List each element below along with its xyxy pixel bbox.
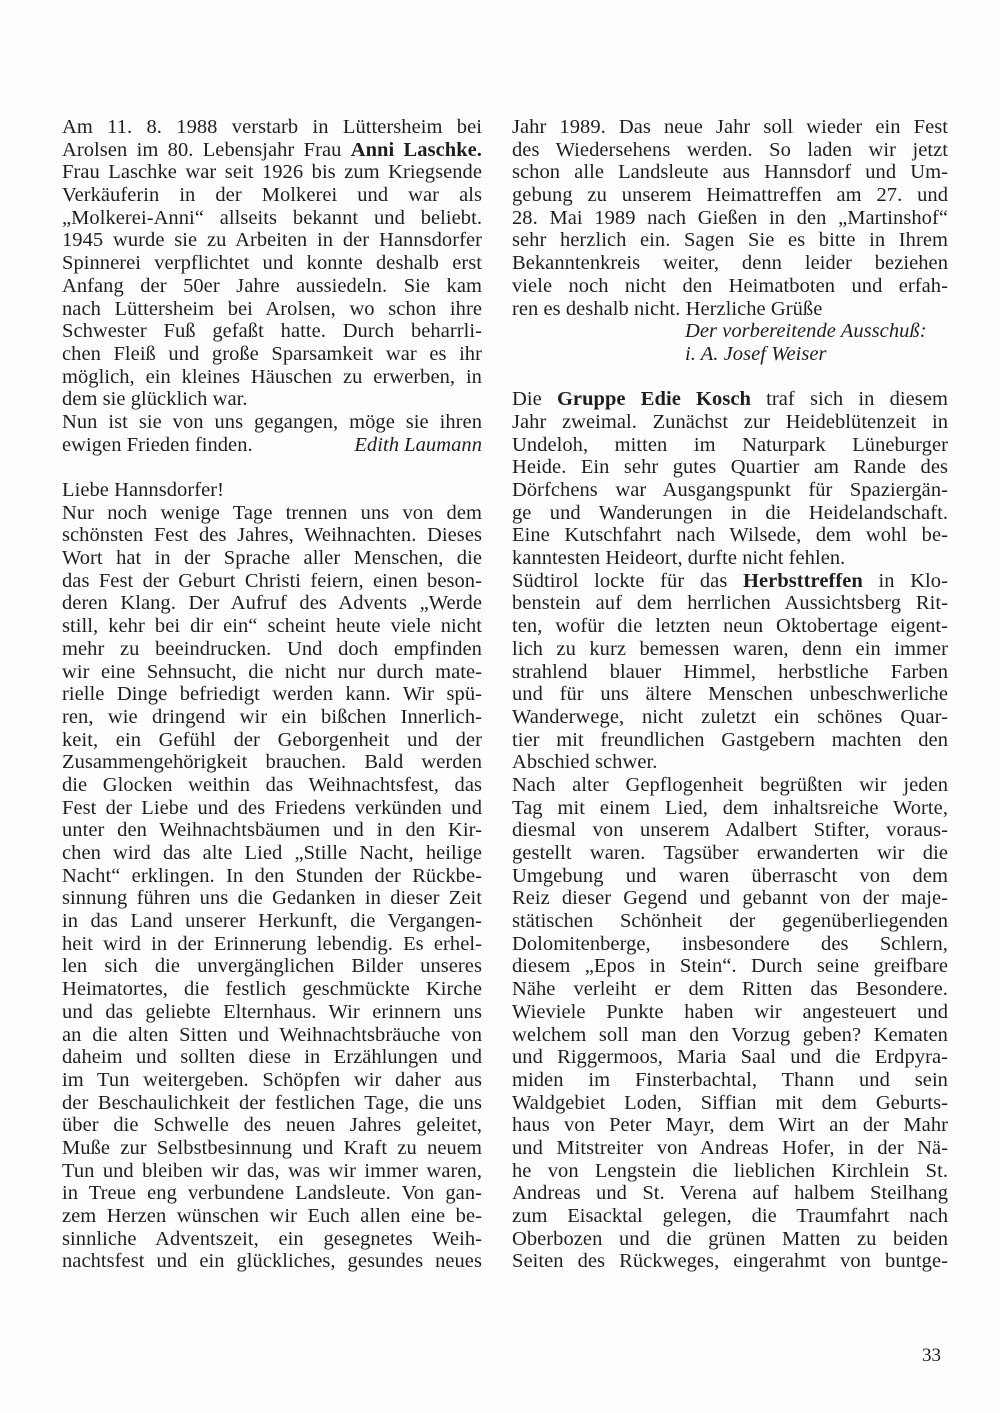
text-line: benstein auf dem herrlichen Aussichtsberg Rit- [512,592,948,615]
text-line: Jahr 1989. Das neue Jahr soll wieder ein Fest [512,116,948,138]
text-line: gebung zu unserem Heimattreffen am 27. und [512,184,948,207]
text-line: ten, wofür die letzten neun Oktobertage eigent- [512,615,948,638]
text-line: Nähe verleiht er dem Ritten das Besondere. [512,978,948,1001]
text-line: der Beschaulichkeit der festlichen Tage, die uns [62,1091,482,1114]
text-line: und Mitstreiter von Andreas Hofer, in der Nä- [512,1136,948,1159]
text-line: Am 11. 8. 1988 verstarb in Lüttersheim bei [62,116,482,138]
text-line: Anfang der 50er Jahre aussiedeln. Sie kam [62,274,482,297]
text-line: Schwester Fuß gefaßt hatte. Durch beharrli- [62,320,482,343]
text-line: Arolsen im 80. Lebensjahr Frau Anni Laschke. [62,138,482,161]
obituary-section [62,116,482,456]
text-line: ren, wie dringend wir ein bißchen Innerlich- [62,705,482,728]
group-report-section [512,388,948,1273]
text-line: ge und Wanderungen in die Heidelandschaft. [512,501,948,524]
text-line: Nacht“ erklingen. In den Stunden der Rückbe- [62,864,482,887]
text-line: Fest der Liebe und des Friedens verkünden und [62,796,482,819]
text-line: he von Lengstein die lieblichen Kirchlein St. [512,1159,948,1182]
text-line: lich zu kurz bemessen waren, denn ein immer [512,637,948,660]
text-line: Wieviele Punkte haben wir angesteuert und [512,1000,948,1023]
christmas-letter-section [62,479,482,1273]
text-line: „Molkerei-Anni“ allseits bekannt und beliebt. [62,206,482,229]
text-line: viele noch nicht den Heimatboten und erfah- [512,274,948,297]
text-line: nach Lüttersheim bei Arolsen, wo schon ihre [62,297,482,320]
text-line: das Fest der Geburt Christi feiern, einen beson- [62,569,482,592]
text-line: und für uns ältere Menschen unbeschwerliche [512,683,948,706]
text-line: Jahr zweimal. Zunächst zur Heideblütenzeit in [512,410,948,433]
text-line: die Glocken weithin das Weihnachtsfest, das [62,773,482,796]
text-line: Nun ist sie von uns gegangen, möge sie ihren [62,410,482,433]
spacer [512,366,948,389]
text-line: 28. Mai 1989 nach Gießen in den „Martinshof“ [512,206,948,229]
text-line: rielle Dinge befriedigt werden kann. Wir spü- [62,683,482,706]
text-line: Nur noch wenige Tage trennen uns von dem [62,501,482,524]
text-line: dem sie glücklich war. [62,388,248,411]
group-name: Gruppe Edie Kosch [556,388,751,411]
text-line: Undeloh, mitten im Naturpark Lüneburger [512,433,948,456]
text-line: diesem „Epos in Stein“. Durch seine greifbare [512,955,948,978]
text-line: Nach alter Gepflogenheit begrüßten wir jeden [512,773,948,796]
text-line: ewigen Frieden finden. Edith Laumann [62,433,482,456]
text-line: über die Schwelle des neuen Jahres geleitet, [62,1114,482,1137]
text-line: an die alten Sitten und Weihnachtsbräuche von [62,1023,482,1046]
text-line: Bekanntenkreis weiter, denn leider beziehen [512,252,948,275]
text-line: Tun und bleiben wir das, was wir immer waren, [62,1159,482,1182]
left-column [62,116,482,1273]
text-line: zum Eisacktal gelegen, die Traumfahrt nach [512,1205,948,1227]
text-line: mehr zu beeindrucken. Und doch empfinden [62,637,482,660]
text-line: im Tun weitergeben. Schöpfen wir daher aus [62,1068,482,1091]
text-line: 1945 wurde sie zu Arbeiten in der Hannsdorfer [62,229,482,252]
text-line: sinnliche Adventszeit, ein gesegnetes Weih- [62,1227,482,1250]
text-line: nachtsfest und ein glückliches, gesundes neues [62,1250,482,1273]
text-line: Seiten des Rückweges, eingerahmt von buntge- [512,1250,948,1273]
text-line: schon alle Landsleute aus Hannsdorf und Um- [512,161,948,184]
text-line: sehr herzlich ein. Sagen Sie es bitte in Ihrem [512,229,948,252]
text-line: Umgebung und waren überrascht von dem [512,864,948,887]
page-number: 33 [922,1345,941,1366]
text-line: wir eine Sehnsucht, die nicht nur durch mate- [62,660,482,683]
text-line: daheim und sollten diese in Erzählungen und [62,1046,482,1069]
text-line: Waldgebiet Loden, Siffian mit dem Geburts- [512,1091,948,1114]
signature-line: Der vorbereitende Ausschuß: [685,320,927,343]
text-line: Muße zur Selbstbesinnung und Kraft zu neuem [62,1136,482,1159]
text-line: haus von Peter Mayr, dem Wirt an der Mahr [512,1114,948,1137]
text-line: schönsten Fest des Jahres, Weihnachten. Dieses [62,524,482,547]
text-line: Dörfchens war Ausgangspunkt für Spaziergän- [512,479,948,501]
signature-line: i. A. Josef Weiser [685,342,827,365]
right-column [512,116,948,1273]
text-line: still, kehr bei dir ein“ scheint heute viele nicht [62,615,482,638]
text-line: Frau Laschke war seit 1926 bis zum Kriegsende [62,161,482,184]
text-line: stätischen Schönheit der gegenüberliegenden [512,910,948,933]
text-line: in das Land unserer Herkunft, die Vergangen- [62,910,482,933]
text-line: in Treue eng verbundene Landsleute. Von gan- [62,1182,482,1205]
text-line: Verkäuferin in der Molkerei und war als [62,184,482,207]
text-line: des Wiedersehens werden. So laden wir jetzt [512,138,948,161]
text-line: keit, ein Gefühl der Geborgenheit und der [62,728,482,751]
text-line: kanntesten Heideort, durfte nicht fehlen. [512,547,846,570]
text-line: unter den Weihnachtsbäumen und in den Kir- [62,819,482,842]
text-line: strahlend blauer Himmel, herbstliche Farben [512,660,948,683]
text-line: Abschied schwer. [512,751,658,774]
committee-signature [512,320,948,365]
text-line: len sich die unvergänglichen Bilder unseres [62,955,482,978]
spacer [62,456,482,479]
text-line: Oberbozen und die grünen Matten zu beiden [512,1227,948,1250]
text-line: Die Gruppe Edie Kosch traf sich in diesem [512,388,948,411]
text-line: Spinnerei verpflichtet und konnte deshalb erst [62,252,482,275]
letter-salutation: Liebe Hannsdorfer! [62,479,224,501]
text-line: Tag mit einem Lied, dem inhaltsreiche Worte, [512,796,948,819]
text-line: ren es deshalb nicht. Herzliche Grüße [512,297,823,320]
text-line: und das geliebte Elternhaus. Wir erinnern uns [62,1000,482,1023]
text-line: Reiz dieser Gegend und gebannt von der maje- [512,887,948,910]
text-line: Eine Kutschfahrt nach Wilsede, dem wohl be- [512,524,948,547]
autumn-meeting-label: Herbsttreffen [743,569,863,592]
obituary-signature: Edith Laumann [354,433,482,456]
text-line: Wanderwege, nicht zuletzt ein schönes Quar- [512,705,948,728]
text-line: Wort hat in der Sprache aller Menschen, die [62,547,482,570]
text-line: gestellt waren. Tagsüber erwanderten wir die [512,842,948,864]
text-line: Heide. Ein sehr gutes Quartier am Rande des [512,456,948,479]
text-line: Südtirol lockte für das Herbsttreffen in Klo- [512,569,948,592]
text-line: tier mit freundlichen Gastgebern machten den [512,728,948,751]
text-line: chen Fleiß und große Sparsamkeit war es ihr [62,342,482,365]
text-line: welchem soll man den Vorzug geben? Kematen [512,1023,948,1046]
text-line: Zusammengehörigkeit brauchen. Bald werden [62,751,482,774]
text-line: Dolomitenberge, insbesondere des Schlern, [512,932,948,955]
text-line: und Riggermoos, Maria Saal und die Erdpyra- [512,1046,948,1069]
letter-continuation-section [512,116,948,366]
text-line: miden im Finsterbachtal, Thann und sein [512,1068,948,1091]
deceased-name: Anni Laschke. [350,138,482,161]
text-line: zem Herzen wünschen wir Euch allen eine be- [62,1205,482,1227]
text-line: heit wird in der Erinnerung lebendig. Es erhel- [62,932,482,955]
text-line: deren Klang. Der Aufruf des Advents „Werde [62,592,482,615]
text-line: Heimatortes, die festlich geschmückte Kirche [62,978,482,1001]
text-line: Andreas und St. Verena auf halbem Steilhang [512,1182,948,1205]
text-line: chen wird das alte Lied „Stille Nacht, heilige [62,842,482,864]
text-line: diesmal von unserem Adalbert Stifter, voraus- [512,819,948,842]
text-line: möglich, ein kleines Häuschen zu erwerben, in [62,365,482,388]
text-line: sinnung führen uns die Gedanken in dieser Zeit [62,887,482,910]
